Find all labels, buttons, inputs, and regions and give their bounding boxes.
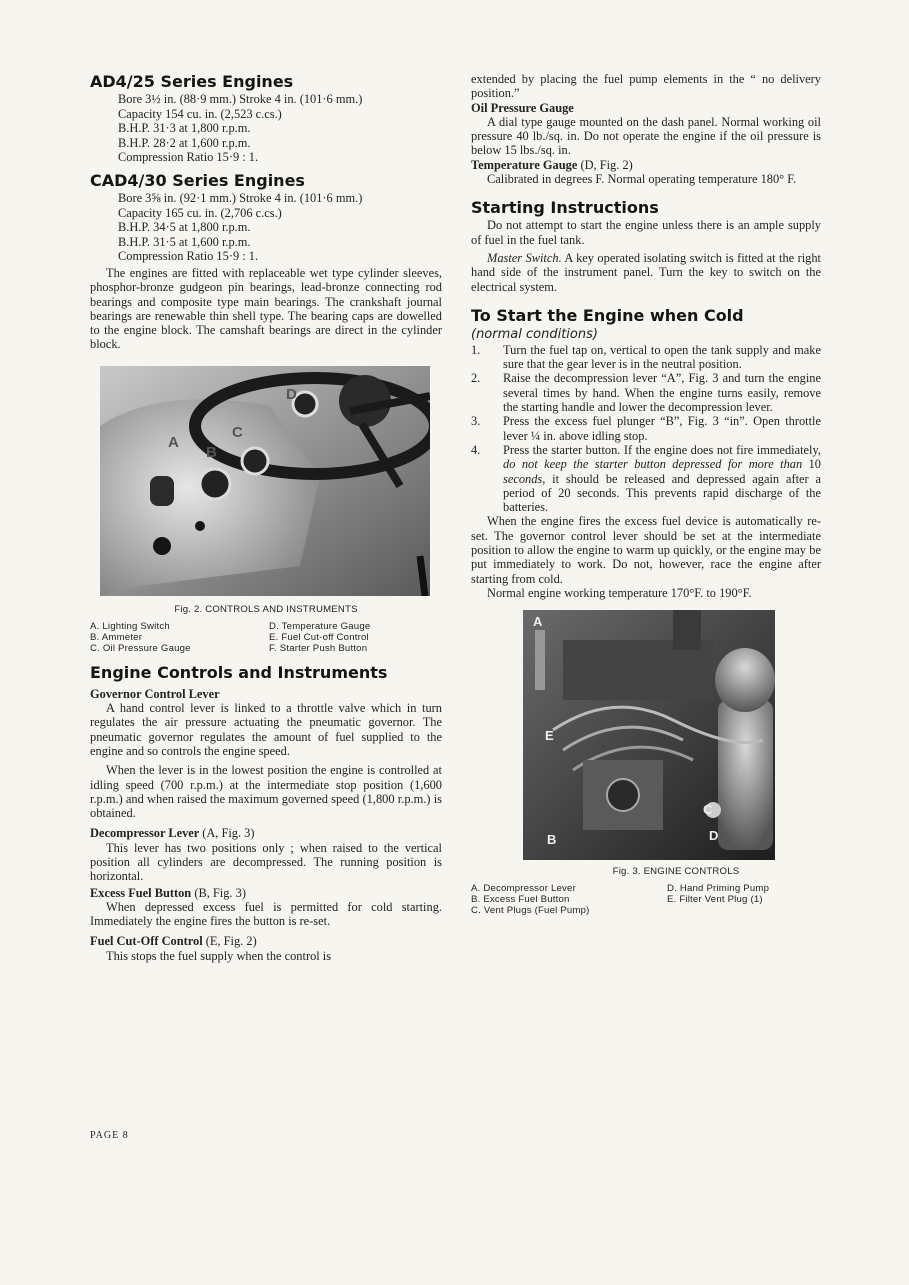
oil-gauge-title: Oil Pressure Gauge (471, 100, 574, 115)
fig3-label-b: B (547, 832, 557, 848)
spec-line: B.H.P. 28·2 at 1,600 r.p.m. (118, 135, 251, 150)
fig3-legend (471, 883, 821, 916)
starting-text: Do not attempt to start the engine unless there is an ample supply of fuel in the fuel tank. (471, 218, 821, 247)
step4-emphasis: seconds (503, 471, 543, 486)
list-item (471, 371, 821, 414)
decompressor-ref: (A, Fig. 3) (202, 826, 255, 841)
dashboard-illustration (100, 366, 430, 596)
fig2-legend (90, 621, 442, 654)
start-steps (471, 343, 821, 515)
legend-item: C. Vent Plugs (Fuel Pump) (471, 905, 590, 917)
cold-start-heading: To Start the Engine when Cold (471, 305, 744, 325)
fig3-label-a: A (533, 614, 543, 630)
spec-line: Capacity 154 cu. in. (2,523 c.cs.) (118, 106, 282, 121)
fig2-label-c: C (232, 423, 243, 441)
fig2-label-a: A (168, 433, 179, 451)
fuel-cutoff-ref: (E, Fig. 2) (205, 934, 257, 949)
legend-item: D. Hand Priming Pump (667, 883, 770, 895)
legend-item (667, 905, 821, 916)
legend-item: A. Lighting Switch (90, 620, 170, 632)
cad4-heading: CAD4/30 Series Engines (90, 170, 305, 190)
step-number: 3. (471, 414, 481, 429)
controls-heading: Engine Controls and Instruments (90, 662, 388, 682)
spec-line: Bore 3⅝ in. (92·1 mm.) Stroke 4 in. (101·6 mm.) (118, 190, 363, 205)
legend-item: E. Fuel Cut-off Control (269, 631, 369, 643)
step-number: 1. (471, 342, 481, 357)
fig2-caption: Fig. 2. CONTROLS AND INSTRUMENTS (174, 603, 358, 615)
fuel-cutoff-text: This stops the fuel supply when the control is (106, 948, 332, 963)
step4-part: 10 (808, 457, 821, 472)
temp-gauge-ref: (D, Fig. 2) (580, 157, 633, 172)
spec-line: B.H.P. 31·5 at 1,600 r.p.m. (118, 234, 251, 249)
fig2-label-b: B (206, 443, 217, 461)
step4-emphasis: do not keep the starter button depressed for more than (503, 457, 803, 472)
spec-line: Bore 3½ in. (88·9 mm.) Stroke 4 in. (101·6 mm.) (118, 92, 363, 106)
starting-heading: Starting Instructions (471, 198, 659, 218)
spec-line: Capacity 165 cu. in. (2,706 c.cs.) (118, 205, 282, 220)
governor-paragraph-1: A hand control lever is linked to a throttle valve which in turn regulates the air pressure actuating the pneumatic governor. The pneumatic governor regulates the amount of fuel supplied to the engine and so controls the engine speed. (90, 701, 442, 758)
temp-gauge-title-text: Temperature Gauge (471, 157, 578, 172)
spec-line: Compression Ratio 15·9 : 1. (118, 249, 259, 264)
figure-3-photo (523, 610, 775, 860)
fig3-label-e: E (545, 728, 554, 744)
step4-part: Press the starter button. If the engine does not fire immediately, (503, 442, 821, 457)
step-text: Press the excess fuel plunger “B”, Fig. 3 “in”. Open throttle lever ¼ in. above idling stop. (503, 414, 821, 443)
step4-part: , it should be released and depressed again after a period of 20 seconds. This prevents rapid discharge of the batteries. (503, 471, 821, 515)
excess-fuel-title-text: Excess Fuel Button (90, 885, 192, 900)
engines-paragraph: The engines are fitted with replaceable wet type cylinder sleeves, phosphor-bronze gudgeon pin bearings, lead-bronze connecting rod bearings and composite type main bearings. The crankshaft journal bearings are renewable thin shell type. The bearing caps are dowelled to the engine block. The camshaft bearings are direct in the cylinder block. (90, 265, 442, 352)
fig3-label-c: C (703, 802, 713, 818)
step-number: 2. (471, 371, 481, 386)
excess-fuel-text: When depressed excess fuel is permitted for cold starting. Immediately the engine fires the button is re-set. (90, 899, 442, 929)
spec-line: Compression Ratio 15·9 : 1. (118, 150, 259, 165)
list-item (471, 414, 821, 443)
excess-fuel-ref: (B, Fig. 3) (194, 885, 246, 900)
fig3-label-d: D (709, 828, 719, 844)
step-text: Raise the decompression lever “A”, Fig. 3 and turn the engine several times by hand. When the engine turns easily, remove the starting handle and lower the decompression lever. (503, 371, 821, 415)
step-text (503, 443, 821, 514)
ad4-heading: AD4/25 Series Engines (90, 72, 294, 91)
list-item (471, 443, 821, 514)
legend-item: E. Filter Vent Plug (1) (667, 894, 763, 906)
legend-item: B. Ammeter (90, 631, 143, 643)
master-switch-text: A key operated isolating switch is fitted at the right hand side of the instrument panel. Turn the key to switch on the electrical system. (471, 250, 821, 294)
step-number: 4. (471, 442, 481, 457)
fuel-cutoff-title (90, 934, 442, 948)
normal-temp-text: Normal engine working temperature 170°F. to 190°F. (487, 585, 752, 600)
cad4-specs (90, 191, 442, 264)
legend-item: C. Oil Pressure Gauge (90, 642, 191, 654)
legend-item: D. Temperature Gauge (269, 620, 371, 632)
fig3-caption: Fig. 3. ENGINE CONTROLS (612, 866, 740, 878)
oil-gauge-text: A dial type gauge mounted on the dash panel. Normal working oil pressure 40 lb./sq. in. Do not operate the engine if the oil pressure is below 15 lbs./sq. in. (471, 114, 821, 158)
decompressor-text: This lever has two positions only ; when raised to the vertical position all cylinders are decompressed. The running position is horizontal. (90, 840, 442, 884)
decompressor-title (90, 826, 442, 840)
continued-text: extended by placing the fuel pump elements in the “ no delivery position.” (471, 72, 821, 101)
decompressor-title-text: Decompressor Lever (90, 826, 200, 841)
right-column (471, 72, 821, 916)
step-text: Turn the fuel tap on, vertical to open the tank supply and make sure that the gear lever is in the neutral position. (503, 342, 821, 372)
spec-line: B.H.P. 31·3 at 1,800 r.p.m. (118, 121, 251, 136)
ad4-specs (90, 92, 442, 165)
list-item (471, 343, 821, 372)
temp-gauge-text: Calibrated in degrees F. Normal operating temperature 180° F. (487, 172, 797, 187)
master-switch-paragraph (471, 251, 821, 294)
legend-item: F. Starter Push Button (269, 642, 368, 654)
engine-illustration (523, 610, 775, 860)
fires-text: When the engine fires the excess fuel device is automatically re-set. The governor control lever should be set at the intermediate position to allow the engine to warm up quickly, or the engine may be put immediately to work. Do not, however, race the engine after starting from cold. (471, 514, 821, 586)
excess-fuel-title (90, 886, 442, 900)
spec-line: B.H.P. 34·5 at 1,800 r.p.m. (118, 220, 251, 235)
legend-item: B. Excess Fuel Button (471, 894, 570, 906)
left-column (90, 72, 442, 963)
governor-title: Governor Control Lever (90, 686, 220, 701)
figure-2-photo (100, 366, 430, 596)
fig2-label-d: D (286, 385, 297, 403)
page-number: PAGE 8 (90, 1130, 129, 1141)
master-switch-label: Master Switch. (487, 250, 562, 265)
fuel-cutoff-title-text: Fuel Cut-Off Control (90, 934, 203, 949)
legend-item: A. Decompressor Lever (471, 883, 576, 895)
temp-gauge-title (471, 158, 821, 172)
governor-paragraph-2: When the lever is in the lowest position the engine is controlled at idling speed (700 r.p.m.) at the intermediate stop position (1,600 r.p.m.) and when raised the maximum governed speed (1,800 r.p.m.) is obtained. (90, 763, 442, 821)
cold-start-subheading: (normal conditions) (471, 326, 598, 342)
